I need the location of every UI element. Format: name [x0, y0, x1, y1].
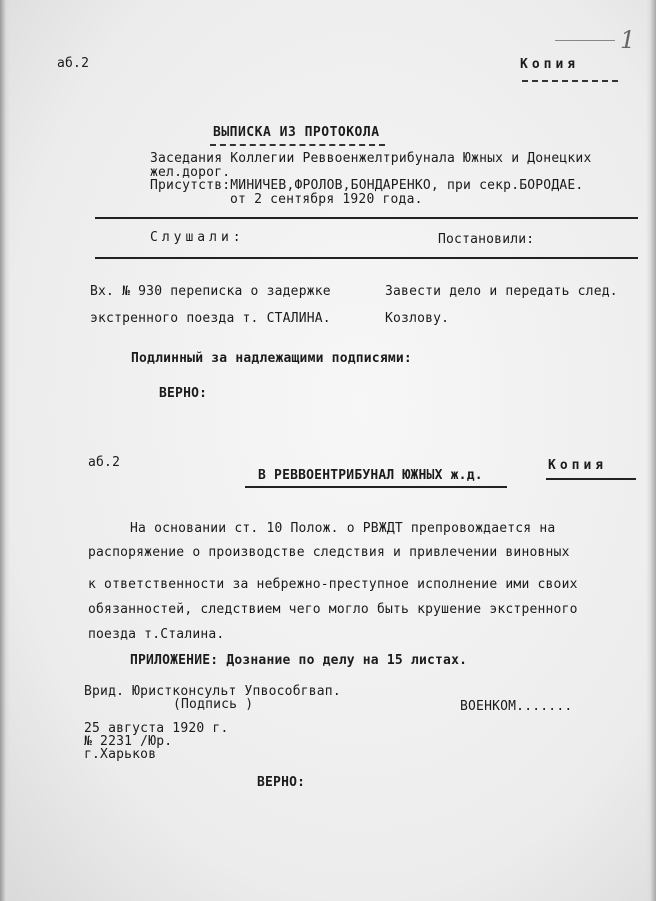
letter-addressee: В РЕВВОЕНТРИБУНАЛ ЮЖНЫХ ж.д. [258, 468, 483, 483]
addressee-underline [245, 486, 507, 488]
archive-ref: аб.2 [57, 56, 90, 71]
letter-body-line-3: к ответственности за небрежно-преступное исполнение ими своих [88, 577, 578, 592]
decided-line-2: Козлову. [385, 311, 450, 326]
letter-copy-underline [546, 478, 636, 480]
handwritten-page-number: 1 [620, 26, 636, 54]
letter-city: г.Харьков [84, 747, 157, 762]
verno-1: ВЕРНО: [159, 386, 208, 401]
copy-underline [522, 80, 618, 82]
meeting-line-2: жел.дорог. [150, 165, 231, 180]
decided-line-1: Завести дело и передать след. [385, 284, 618, 299]
protocol-title-underline [210, 144, 385, 146]
letter-body-line-4: обязанностей, следствием чего могло быть крушение экстренного [88, 602, 578, 617]
date-line: от 2 сентября 1920 года. [230, 192, 423, 207]
page-edge-shadow-left [0, 0, 10, 901]
letter-body-line-2: распоряжение о производстве следствия и привлечении виновных [88, 545, 570, 560]
heard-line-1: Вх. № 930 переписка о задержке [90, 284, 331, 299]
column-heard: Слушали: [150, 230, 245, 245]
meeting-line-1: Заседания Коллегии Реввоенжелтрибунала Южных и Донецких [150, 151, 592, 166]
protocol-title: ВЫПИСКА ИЗ ПРОТОКОЛА [213, 125, 380, 140]
heard-line-2: экстренного поезда т. СТАЛИНА. [90, 311, 331, 326]
page-edge-shadow-right [646, 0, 656, 901]
signature-note: (Подпись ) [173, 697, 254, 712]
letter-archive-ref: аб.2 [88, 455, 121, 470]
letter-date: 25 августа 1920 г. [84, 721, 229, 736]
voenkom-line: ВОЕНКОМ....... [460, 699, 573, 714]
handwritten-stroke [555, 40, 615, 41]
signer-line: Врид. Юристконсульт Упвособгвап. [84, 684, 341, 699]
present-line: Присутств:МИНИЧЕВ,ФРОЛОВ,БОНДАРЕНКО, при секр.БОРОДАЕ. [150, 178, 584, 193]
letter-body-line-5: поезда т.Сталина. [88, 627, 225, 642]
verno-2: ВЕРНО: [257, 775, 306, 790]
copy-label: Копия [520, 57, 580, 72]
original-signed-note: Подлинный за надлежащими подписями: [131, 351, 412, 366]
letter-number: № 2231 /Юр. [84, 734, 173, 749]
letter-copy-label: Копия [548, 458, 608, 473]
table-header-rule [95, 257, 638, 259]
letter-attachment: ПРИЛОЖЕНИЕ: Дознание по делу на 15 листах. [130, 653, 468, 668]
column-decided: Постановили: [438, 232, 535, 247]
table-top-rule [95, 217, 638, 219]
letter-body-line-1: На основании ст. 10 Полож. о РВЖДТ препровождается на [130, 521, 556, 536]
